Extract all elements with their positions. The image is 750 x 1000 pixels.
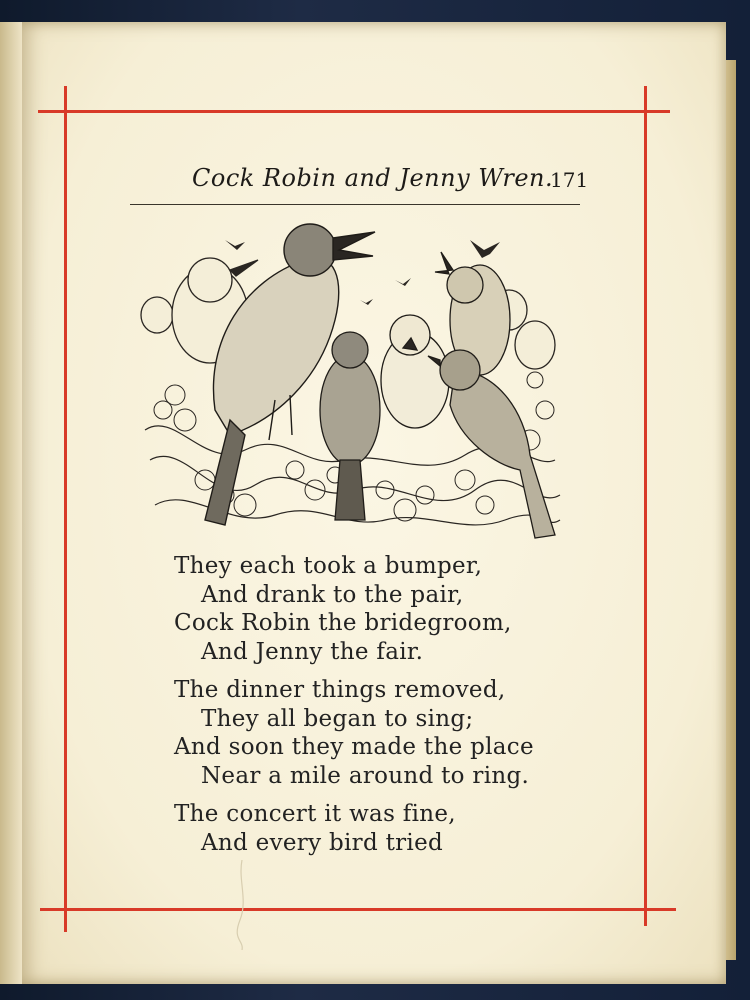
verse-line: And soon they made the place: [174, 734, 534, 760]
border-rule-bottom: [40, 908, 676, 911]
stanza-2: [174, 676, 554, 790]
verse-line: They all began to sing;: [201, 705, 474, 732]
page-number: 171: [550, 168, 589, 192]
stanza-3: [174, 800, 554, 857]
white-singing-bird: [381, 315, 449, 428]
border-rule-left: [64, 86, 67, 932]
verse-line: And Jenny the fair.: [201, 638, 424, 665]
verse-line: Near a mile around to ring.: [201, 762, 530, 789]
verse-line: They each took a bumper,: [174, 553, 483, 579]
stanza-1: [174, 552, 554, 666]
verse-line: The concert it was fine,: [174, 801, 456, 827]
front-right-bird: [428, 350, 555, 538]
header-divider: [130, 204, 580, 205]
paper-crease: [230, 860, 254, 950]
verse-line: Cock Robin the bridegroom,: [174, 610, 512, 636]
page-title: Cock Robin and Jenny Wren.: [192, 164, 554, 192]
verse-line: And every bird tried: [201, 829, 444, 856]
verse-line: And drank to the pair,: [201, 581, 464, 608]
border-rule-top: [38, 110, 670, 113]
border-rule-right: [644, 86, 647, 926]
page-gutter: [0, 22, 22, 984]
bird-engraving-illustration: [135, 220, 565, 540]
verse-line: The dinner things removed,: [174, 677, 506, 703]
running-head: [130, 162, 589, 202]
